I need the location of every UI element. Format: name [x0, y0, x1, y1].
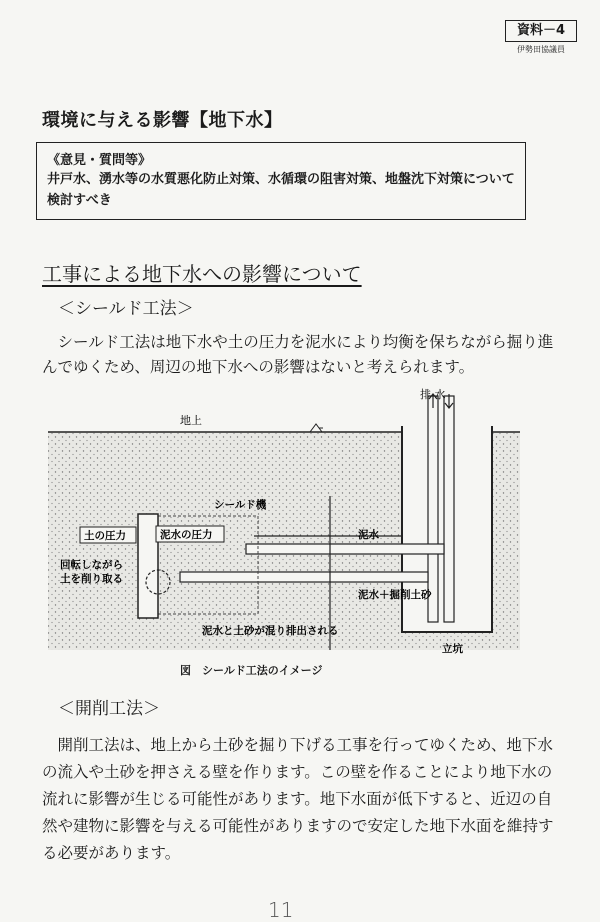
opinion-body: 井戸水、湧水等の水質悪化防止対策、水循環の阻害対策、地盤沈下対策について検討すべき: [47, 172, 515, 208]
shield-heading: ＜シールド工法＞: [58, 299, 194, 319]
opinion-box: [36, 142, 526, 220]
label-rotate-2: 土を削り取る: [60, 573, 123, 585]
pipe-slurry: [246, 544, 444, 554]
label-mixed: 泥水と土砂が混り排出される: [202, 625, 339, 637]
pipe-vertical-2: [444, 396, 454, 622]
label-slurry-soil: 泥水＋掘削土砂: [358, 589, 432, 601]
label-slurry-pressure: 泥水の圧力: [160, 529, 213, 541]
label-ground: 地上: [180, 414, 202, 427]
shield-diagram: [40, 386, 560, 666]
label-shaft: 立坑: [442, 643, 463, 655]
opinion-heading: 《意見・質問等》: [47, 153, 152, 168]
shield-paragraph: シールド工法は地下水や土の圧力を泥水により均衡を保ちながら掘り進んでゆくため、周辺の地下水への影響はないと考えられます。: [42, 333, 554, 376]
label-rotate-1: 回転しながら: [60, 559, 123, 571]
ground-symbol: [310, 424, 323, 432]
label-drain: 排 水: [420, 388, 446, 401]
document-tag: 資料－4: [505, 20, 577, 42]
document-tag-sub: 伊勢田協議員: [517, 45, 565, 54]
open-cut-heading: ＜開削工法＞: [58, 699, 160, 719]
label-slurry: 泥水: [358, 529, 379, 541]
shield-face: [138, 514, 158, 618]
pipe-slurry-soil: [180, 572, 428, 582]
label-earth-pressure: 土の圧力: [84, 530, 126, 542]
figure-caption: 図 シールド工法のイメージ: [180, 664, 323, 677]
page-title: 環境に与える影響【地下水】: [42, 110, 283, 131]
shield-diagram-svg: [40, 386, 560, 662]
open-cut-paragraph: 開削工法は、地上から土砂を掘り下げる工事を行ってゆくため、地下水の流入や土砂を押さえる壁を作ります。この壁を作ることにより地下水の流れに影響が生じる可能性があります。地下水面が低下すると、近辺の自然や建物に影響を与える可能性がありますので安定した地下水面を維持する必要があります。: [42, 736, 554, 862]
section-title: 工事による地下水への影響について: [42, 262, 362, 286]
page-number: 11: [268, 898, 294, 922]
label-shield-machine: シールド機: [214, 499, 267, 511]
